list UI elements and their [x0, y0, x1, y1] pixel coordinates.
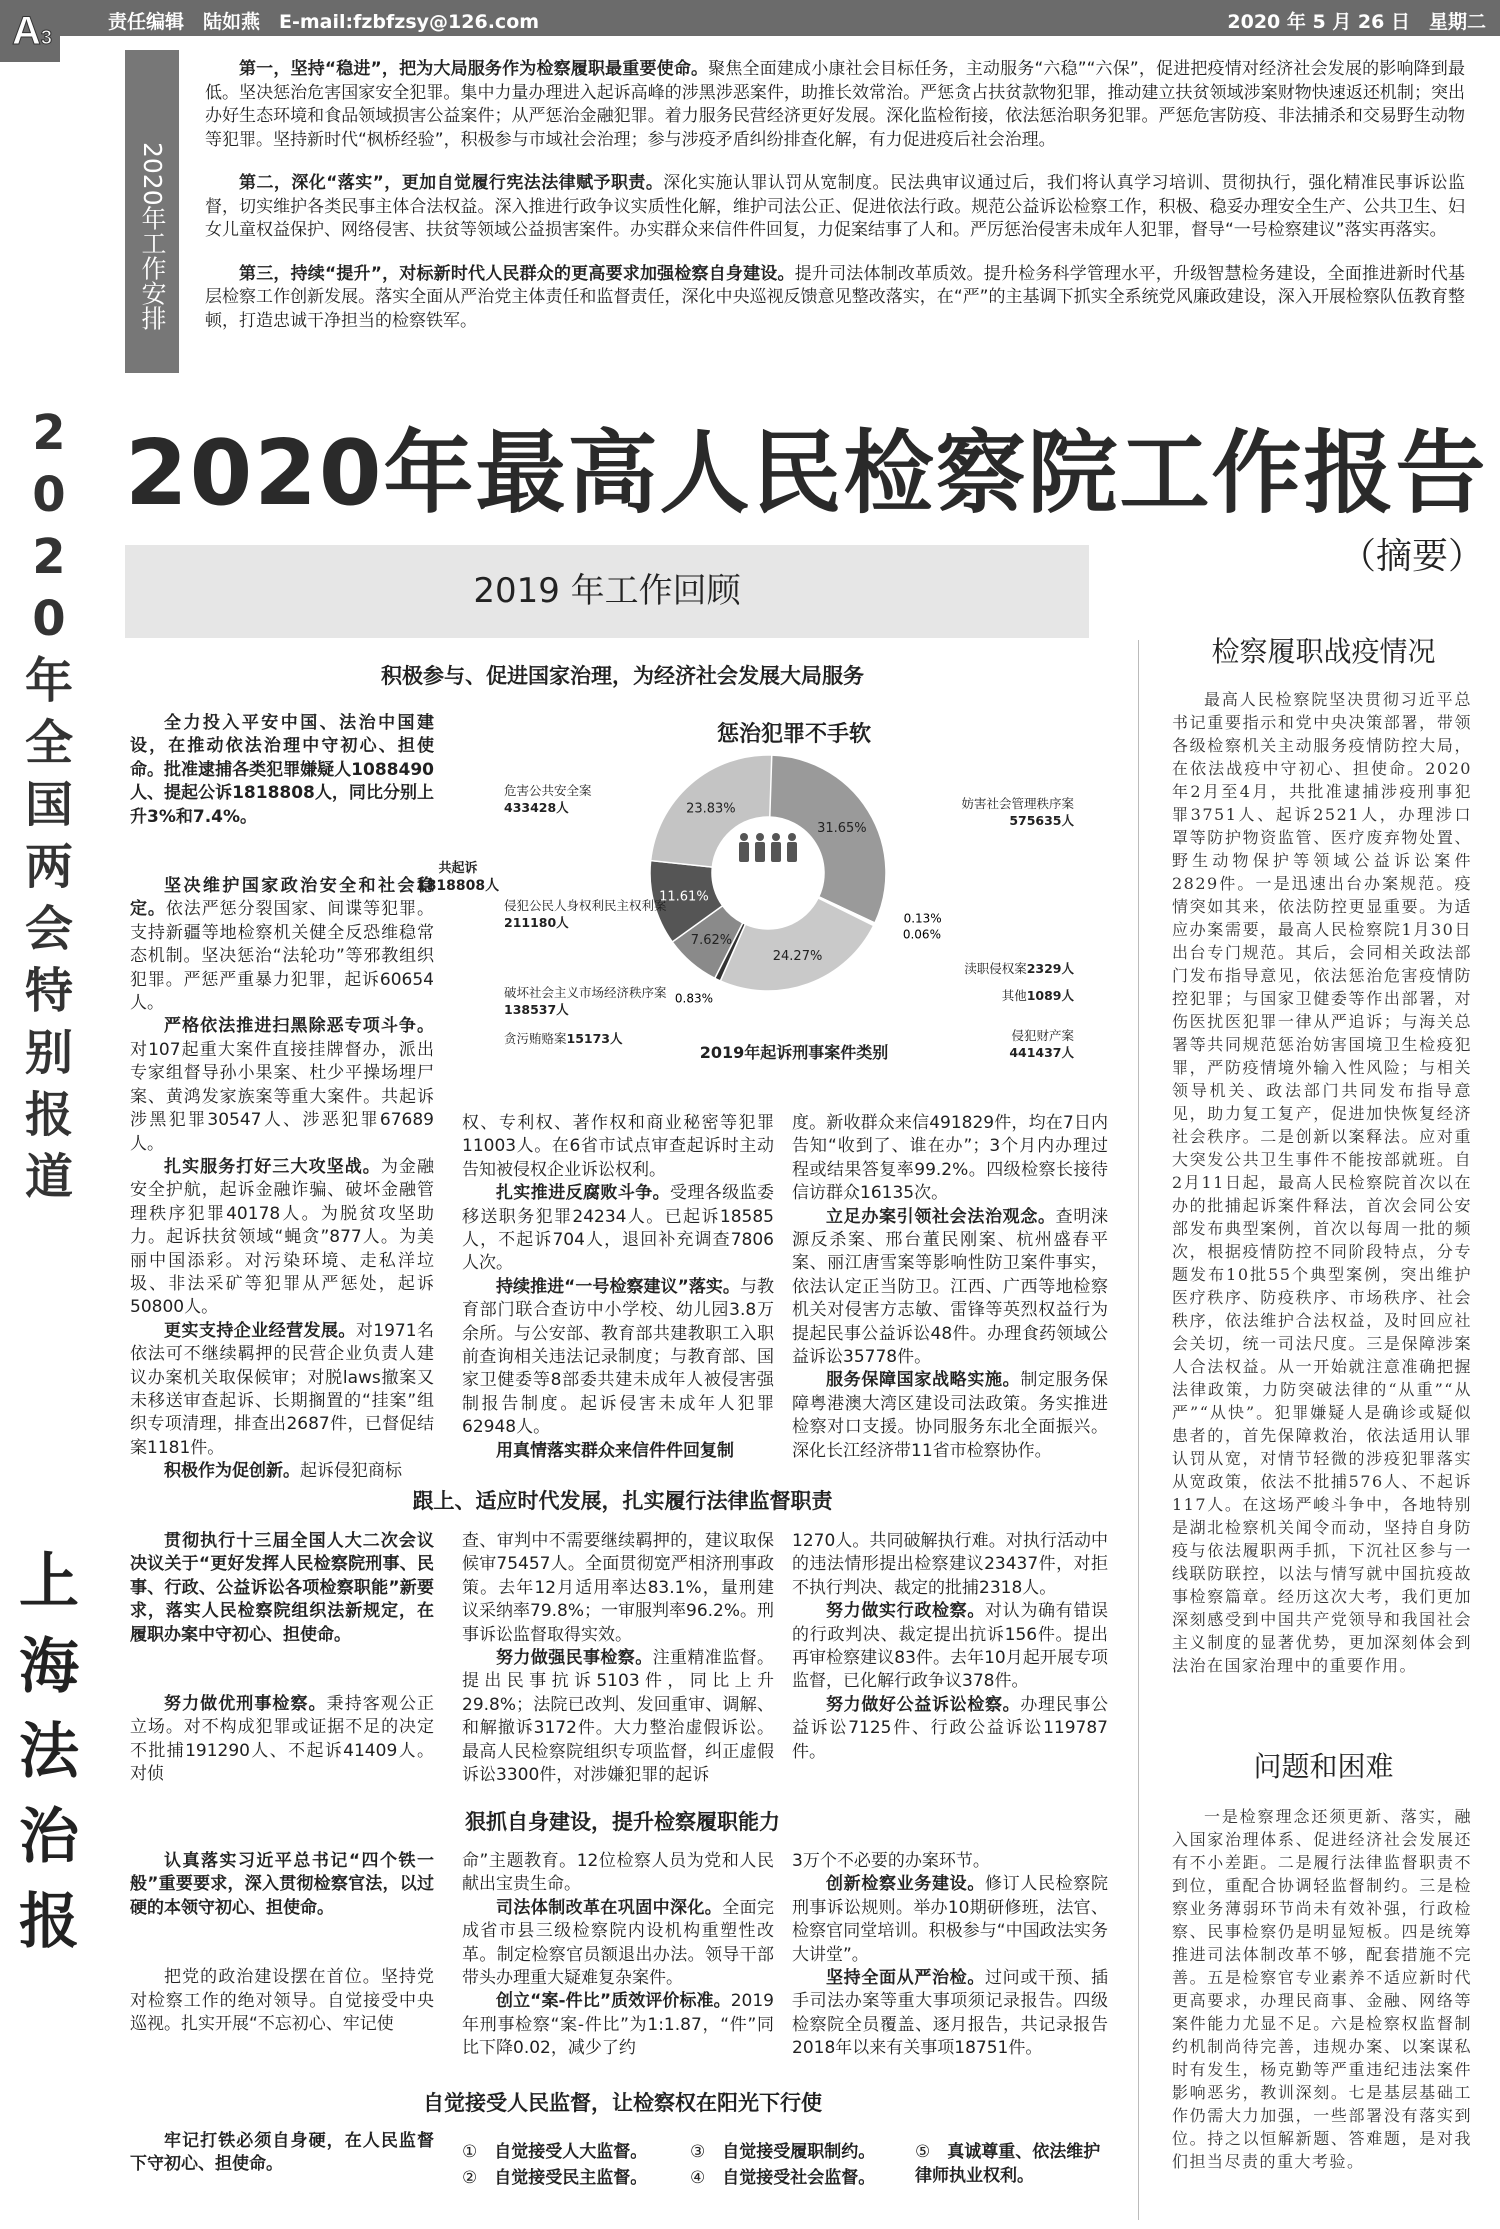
paragraph-lead: 认真落实习近平总书记“四个铁一般”重要要求，深入贯彻检察官法，以过硬的本领守初心、担使命。 — [130, 1851, 434, 1918]
strip-char: 国 — [24, 777, 73, 833]
pie-slice — [769, 755, 886, 923]
slice-percent: 11.61% — [659, 889, 709, 905]
paragraph-text: 查明涞源反杀案、邢台董民刚案、杭州盛春平案、丽江唐雪案等影响性防卫案件事实，依法认定正当防卫。江西、广西等地检察机关对侵害方志敏、雷锋等英烈权益行为提起民事公益诉讼48件。办理食药领域公益诉讼35778件。 — [792, 1206, 1109, 1368]
paragraph — [130, 1460, 434, 1483]
section-heading: 跟上、适应时代发展，扎实履行法律监督职责 — [412, 1489, 833, 1513]
paragraph — [130, 1966, 434, 2036]
strip-char: 特 — [24, 963, 73, 1019]
problems-heading: 问题和困难 — [1253, 1750, 1394, 1783]
slice-label — [504, 897, 667, 931]
covid-heading: 检察履职战疫情况 — [1211, 635, 1436, 668]
paragraph — [130, 1320, 434, 1460]
plan-text: 深化实施认罪认罚从宽制度。民法典审议通过后，我们将认真学习培训、贯彻执行，强化精准民事诉讼监督，切实维护各类民事主体合法权益。深入推进行政争议实质性化解，维护司法公正、促进依法行政。规范公益诉讼检察工作，积极、稳妥办理安全生产、公共卫生、妇女儿童权益保护、网络侵害、扶贫等领域公益损害案件。办实群众来信件件回复，力促案结事了人和。严厉惩治侵害未成年人犯罪，督导“一号检察建议”落实再落实。 — [205, 173, 1465, 240]
paragraph-lead: 创立“案-件比”质效评价标准。 — [496, 1991, 731, 2012]
paragraph-text: 依法严惩分裂国家、间谍等犯罪。支持新疆等地检察机关健全反恐维稳常态机制。坚决惩治“法轮功”等邪教组织犯罪。严惩严重暴力犯罪，起诉60654人。 — [130, 899, 434, 1014]
item-num: ② — [462, 2168, 478, 2188]
review-banner: 2019 年工作回顾 — [125, 545, 1089, 638]
slice-label — [1002, 987, 1074, 1004]
slice-label — [1009, 1027, 1074, 1061]
center-value: 1818808人 — [416, 878, 500, 894]
problems-text — [1172, 1805, 1472, 2173]
slice-count: 441437人 — [1009, 1045, 1074, 1060]
editor-info: 责任编辑 陆如燕 E-mail:fzbfzsy@126.com — [108, 11, 540, 33]
s3-col3 — [792, 1850, 1108, 2061]
paragraph — [462, 1112, 774, 1182]
paragraph-lead: 坚决维护国家政治安全和社会稳定。 — [130, 876, 434, 920]
paragraph — [792, 1694, 1108, 1764]
paragraph-lead: 更实支持企业经营发展。 — [164, 1320, 356, 1341]
center-label: 共起诉 — [438, 861, 478, 876]
chart-caption: 2019年起诉刑事案件类别 — [699, 1043, 889, 1062]
slice-percent: 7.62% — [690, 933, 733, 949]
strip-char: 0 — [32, 467, 66, 523]
item-num: ④ — [690, 2168, 706, 2188]
plan-text: 聚焦全面建成小康社会目标任务，主动服务“六稳”“六保”，促进把疫情对经济社会发展的影响降到最低。坚决惩治危害国家安全犯罪。集中力量办理进入起诉高峰的涉黑涉恶案件，助推长效常治。严惩贪占扶贫款物犯罪，推动建立扶贫领域涉案财物快速返还机制；突出办好生态环境和食品领域损害公益案件；从严惩治金融犯罪。着力服务民营经济更好发展。深化监检衔接，依法惩治职务犯罪。严惩危害防疫、非法捕杀和交易野生动物等犯罪。坚持新时代“枫桥经验”，积极参与市域社会治理；参与涉疫矛盾纠纷排查化解，有力促进疫后社会治理。 — [205, 59, 1465, 150]
paragraph-text: 办理民事公益诉讼7125件、行政公益诉讼119787件。 — [792, 1694, 1109, 1762]
paragraph-lead: 司法体制改革在巩固中深化。 — [496, 1897, 723, 1918]
slice-percent: 0.13% — [903, 911, 942, 926]
strip-char: 0 — [32, 591, 66, 647]
slice-percent: 23.83% — [686, 801, 736, 817]
paragraph-lead: 扎实服务打好三大攻坚战。 — [164, 1156, 381, 1177]
issue-date: 2020 年 5 月 26 日 星期二 — [1227, 11, 1486, 33]
paragraph-text: 2019年刑事检察“案-件比”为1:1.87，“件”同比下降0.02，减少了约 — [462, 1991, 774, 2059]
item-num: ③ — [690, 2142, 706, 2162]
paragraph-text: 查、审判中不需要继续羁押的，建议取保候审75457人。全面贯彻宽严相济刑事政策。去年12月适用率达83.1%，量刑建议采纳率79.8%；一审服判率96.2%。刑事诉讼监督取得实效。 — [462, 1531, 775, 1645]
s4-item — [462, 2140, 647, 2164]
s1-col1 — [130, 712, 434, 1484]
slice-count: 575635人 — [1009, 813, 1074, 828]
s2-col1 — [130, 1530, 434, 1787]
work-plan-label: 2020年工作安排 — [125, 50, 179, 373]
slice-name: 渎职侵权案 — [964, 961, 1027, 976]
paragraph-text: 1270人。共同破解执行难。对执行活动中的违法情形提出检察建议23437件，对拒不执行判决、裁定的批捕2318人。 — [792, 1531, 1108, 1598]
paragraph-text: 受理各级监委移送职务犯罪24234人。已起诉18585人，不起诉704人，退回补充调查7806人次。 — [462, 1183, 774, 1274]
paragraph-lead: 贯彻执行十三届全国人大二次会议决议关于“更好发挥人民检察院刑事、民事、行政、公益诉讼各项检察职能”新要求，落实人民检察院组织法新规定，在履职办案中守初心、担使命。 — [130, 1531, 434, 1645]
section-heading: 积极参与、促进国家治理，为经济社会发展大局服务 — [381, 664, 864, 688]
item-num: ① — [462, 2142, 478, 2162]
s4-item — [690, 2166, 875, 2190]
paragraph-lead: 持续推进“一号检察建议”落实。 — [496, 1276, 740, 1297]
paragraph — [792, 1873, 1108, 1967]
slice-percent: 31.65% — [817, 821, 867, 837]
s1-col3 — [792, 1112, 1108, 1463]
problems-para: 一是检察理念还须更新、落实，融入国家治理体系、促进经济社会发展还有不小差距。二是履行法律监督职责不到位，重配合协调轻监督制约。三是检察业务薄弱环节尚未有效补强，行政检察、民事检察仍是明显短板。四是统筹推进司法体制改革不够，配套措施不完善。五是检察官专业素养不适应新时代更高要求，办理民商事、金融、网络等案件能力尤显不足。六是检察权监督制约机制尚待完善，违规办案、以案谋私时有发生，杨克勤等严重违纪违法案件影响恶劣，教训深刻。七是基层基础工作仍需大力加强，一些部署没有落实到位。持之以恒解新题、答难题，是对我们担当尽责的重大考验。 — [1172, 1807, 1472, 2171]
slice-name: 妨害社会管理秩序案 — [961, 796, 1074, 811]
paragraph — [462, 1530, 774, 1647]
newspaper-name-char: 海 — [19, 1632, 79, 1702]
section-heading: 自觉接受人民监督，让检察权在阳光下行使 — [423, 2091, 822, 2115]
paragraph — [130, 875, 434, 1015]
paragraph-text: 修订人民检察院刑事诉讼规则。举办10期研修班，法官、检察官同堂培训。积极参与“中国政法实务大讲堂”。 — [792, 1874, 1108, 1965]
paragraph-text: 命”主题教育。12位检察人员为党和人民献出宝贵生命。 — [462, 1851, 774, 1895]
paragraph-lead: 积极作为促创新。 — [164, 1461, 300, 1482]
s4-item — [462, 2166, 647, 2190]
s3-col2 — [462, 1850, 774, 2061]
paragraph — [130, 1530, 434, 1647]
paragraph-text: 制定服务保障粤港澳大湾区建设司法政策。务实推进检察对口支援。协同服务东北全面振兴。深化长江经济带11省市检察协作。 — [792, 1370, 1109, 1461]
person-icon — [787, 833, 797, 862]
page-number-badge — [0, 0, 60, 62]
paragraph-lead: 严格依法推进扫黑除恶专项斗争。 — [164, 1016, 434, 1037]
work-plan-text — [205, 58, 1465, 353]
s3-col1 — [130, 1850, 434, 2036]
chart-title: 惩治犯罪不手软 — [716, 722, 871, 747]
paragraph — [792, 1206, 1108, 1370]
paragraph-text: 与教育部门联合查访中小学校、幼儿园3.8万余所。与公安部、教育部共建教职工入职前查询相关违法记录制度；与教育部、国家卫健委等8部委共建未成年人被侵害强制报告制度。起诉侵害未成年人犯罪62948人。 — [462, 1276, 774, 1438]
covid-text — [1172, 688, 1472, 1677]
item-text: 自觉接受履职制约。 — [722, 2142, 876, 2162]
paragraph-lead: 坚持全面从严治检。 — [826, 1968, 985, 1989]
plan-lead: 第三，持续“提升”，对标新时代人民群众的更高要求加强检察自身建设。 — [239, 263, 795, 284]
newspaper-name-char: 治 — [19, 1802, 79, 1872]
paragraph-text: 3万个不必要的办案环节。 — [792, 1851, 990, 1871]
strip-char: 道 — [24, 1149, 73, 1205]
paragraph — [792, 1850, 1108, 1873]
paragraph — [462, 1990, 774, 2060]
item-text: 自觉接受人大监督。 — [494, 2142, 648, 2162]
item-num: ⑤ — [915, 2142, 931, 2162]
paragraph-text: 起诉侵犯商标 — [300, 1461, 402, 1482]
paragraph-text: 全面完成省市县三级检察院内设机构重塑性改革。制定检察官员额退出办法。领导干部带头办理重大疑难复杂案件。 — [462, 1897, 775, 1989]
paragraph-text: 过问或干预、插手司法办案等重大事项须记录报告。四级检察院全员覆盖、逐月报告，共记录报告2018年以来有关事项18751件。 — [792, 1968, 1108, 2059]
paragraph-text: 权、专利权、著作权和商业秘密等犯罪11003人。在6省市试点审查起诉时主动告知被侵权企业诉讼权利。 — [462, 1113, 774, 1180]
plan-para — [205, 263, 1465, 334]
paragraph — [130, 1850, 434, 1920]
slice-count: 211180人 — [504, 915, 569, 930]
paragraph — [462, 1897, 774, 1991]
crime-pie-chart — [416, 705, 1104, 1085]
paragraph-text: 度。新收群众来信491829件，均在7日内告知“收到了、谁在办”；3个月内办理过程或结果答复率99.2%。四级检察长接待信访群众16135次。 — [792, 1113, 1108, 1204]
s2-col3 — [792, 1530, 1108, 1764]
slice-count: 433428人 — [504, 800, 569, 815]
paragraph — [792, 1530, 1108, 1600]
paragraph-lead: 创新检察业务建设。 — [826, 1874, 985, 1895]
s4-intro — [130, 2130, 434, 2177]
person-icon — [771, 833, 781, 862]
paragraph — [462, 1276, 774, 1440]
strip-char: 别 — [24, 1025, 73, 1081]
slice-label — [964, 960, 1074, 977]
slice-count: 15173人 — [566, 1031, 623, 1046]
strip-char: 2 — [32, 405, 66, 461]
slice-percent: 24.27% — [772, 948, 823, 964]
paragraph — [130, 1015, 434, 1155]
paragraph-text: 秉持客观公正立场。对不构成犯罪或证据不足的决定不批捕191290人、不起诉41409人。对侦 — [130, 1694, 435, 1785]
slice-name: 其他 — [1001, 988, 1027, 1003]
slice-name: 侵犯公民人身权利民主权利案 — [504, 898, 667, 913]
paragraph-lead: 全力投入平安中国、法治中国建设，在推动依法治理中守初心、担使命。批准逮捕各类犯罪嫌疑人1088490人、提起公诉1818808人，同比分别上升3%和7.4%。 — [130, 713, 434, 827]
s4-intro-text: 牢记打铁必须自身硬，在人民监督下守初心、担使命。 — [130, 2131, 434, 2175]
paragraph-text: 注重精准监督。提出民事抗诉5103件，同比上升29.8%；法院已改判、发回重审、调解、和解撤诉3172件。大力整治虚假诉讼。最高人民检察院组织专项监督，纠正虚假诉讼3300件，对涉嫌犯罪的起诉 — [462, 1648, 775, 1786]
item-text: 自觉接受民主监督。 — [494, 2168, 648, 2188]
newspaper-name-char: 法 — [19, 1717, 79, 1787]
column-divider — [1138, 640, 1139, 2220]
paragraph — [462, 1850, 774, 1897]
slice-label — [504, 782, 592, 816]
paragraph-text: 对107起重大案件直接挂牌督办，派出专家组督导孙小果案、杜少平操场埋尸案、黄鸿发家族案等重大案件。共起诉涉黑犯罪30547人、涉恶犯罪67689人。 — [130, 1039, 434, 1154]
s2-col2 — [462, 1530, 774, 1787]
paragraph-text: 为金融安全护航，起诉金融诈骗、破坏金融管理秩序犯罪40178人。为脱贫攻坚助力。起诉扶贫领域“蝇贪”877人。为美丽中国添彩。对污染环境、走私洋垃圾、非法采矿等犯罪从严惩处，起诉50800人。 — [130, 1156, 435, 1318]
paragraph-lead: 用真情落实群众来信件件回复制 — [496, 1440, 734, 1461]
paragraph — [792, 1112, 1108, 1206]
paragraph-text: 对1971名依法可不继续羁押的民营企业负责人建议办案机关取保候审；对脱laws撤案又未移送审查起诉、长期搁置的“挂案”组织专项清理，排查出2687件，已督促结案1181件。 — [130, 1320, 435, 1458]
plan-lead: 第二，深化“落实”，更加自觉履行宪法法律赋予职责。 — [239, 173, 664, 193]
slice-name: 破坏社会主义市场经济秩序案 — [504, 985, 667, 1000]
slice-label — [504, 1030, 623, 1047]
slice-percent: 0.06% — [902, 927, 941, 942]
plan-lead: 第一，坚持“稳进”，把为大局服务作为检察履职最重要使命。 — [239, 59, 709, 79]
strip-char: 会 — [24, 901, 73, 957]
slice-count: 2329人 — [1026, 961, 1074, 976]
slice-percent: 0.83% — [674, 991, 714, 1006]
paragraph-lead: 努力做好公益诉讼检察。 — [826, 1694, 1021, 1715]
slice-label — [961, 795, 1074, 829]
paragraph — [792, 1369, 1108, 1463]
paragraph — [462, 1647, 774, 1787]
strip-char: 年 — [24, 653, 73, 709]
page-digit: 3 — [40, 27, 53, 49]
paragraph-lead: 努力做优刑事检察。 — [164, 1694, 327, 1715]
paragraph — [130, 1156, 434, 1320]
slice-label — [504, 984, 667, 1018]
paragraph-text: 对认为确有错误的行政判决、裁定提出抗诉156件。提出再审检察建议83件。去年10月起开展专项监督，已化解行政争议378件。 — [792, 1601, 1108, 1692]
item-text: 自觉接受社会监督。 — [722, 2168, 876, 2188]
paragraph — [130, 712, 434, 829]
paragraph — [792, 1600, 1108, 1694]
paragraph-lead: 扎实推进反腐败斗争。 — [496, 1183, 670, 1204]
s4-item — [915, 2140, 1115, 2188]
paragraph-lead: 努力做强民事检察。 — [496, 1648, 653, 1669]
page-letter: A — [12, 9, 41, 53]
paragraph-text: 把党的政治建设摆在首位。坚持党对检察工作的绝对领导。自觉接受中央巡视。扎实开展“不忘初心、牢记使 — [130, 1967, 434, 2035]
paragraph-lead: 立足办案引领社会法治观念。 — [826, 1206, 1056, 1227]
strip-char: 报 — [24, 1087, 73, 1143]
strip-char: 全 — [24, 715, 73, 771]
main-headline: 2020年最高人民检察院工作报告 — [125, 421, 1488, 526]
abstract-tag: （摘要） — [1340, 536, 1485, 577]
paragraph — [792, 1967, 1108, 2061]
side-strip — [0, 62, 100, 2229]
slice-count: 138537人 — [504, 1002, 569, 1017]
slice-name: 侵犯财产案 — [1011, 1028, 1074, 1043]
slice-name: 贪污贿赂案 — [504, 1031, 567, 1046]
strip-char: 两 — [24, 839, 73, 895]
newspaper-name-char: 报 — [19, 1887, 79, 1957]
plan-text: 提升司法体制改革质效。提升检务科学管理水平，升级智慧检务建设，全面推进新时代基层检察工作创新发展。落实全面从严治党主体责任和监督责任，深化中央巡视反馈意见整改落实，在“严”的主基调下抓实全系统党风廉政建设，深入开展检察队伍教育整顿，打造忠诚干净担当的检察铁军。 — [205, 263, 1465, 331]
work-plan-box — [125, 50, 1480, 373]
slice-count: 1089人 — [1026, 988, 1074, 1003]
paragraph — [130, 1693, 434, 1787]
paragraph-lead: 服务保障国家战略实施。 — [826, 1370, 1021, 1391]
paragraph-lead: 努力做实行政检察。 — [826, 1601, 985, 1622]
plan-para — [205, 58, 1465, 152]
strip-char: 2 — [32, 529, 66, 585]
section-heading: 狠抓自身建设，提升检察履职能力 — [465, 1810, 780, 1834]
plan-para — [205, 172, 1465, 243]
slice-name: 危害公共安全案 — [504, 783, 592, 798]
s4-item — [690, 2140, 875, 2164]
page-header — [0, 0, 1500, 36]
paragraph — [462, 1182, 774, 1276]
s1-col2 — [462, 1112, 774, 1463]
item-text: 真诚尊重、依法维护律师执业权利。 — [915, 2142, 1101, 2186]
newspaper-name-char: 上 — [19, 1547, 79, 1617]
paragraph — [462, 1440, 774, 1463]
covid-para: 最高人民检察院坚决贯彻习近平总书记重要指示和党中央决策部署，带领各级检察机关主动服务疫情防控大局，在依法战疫中守初心、担使命。2020年2月至4月，共批准逮捕涉疫刑事犯罪3751人、起诉2521人，办理涉口罩等防护物资监管、医疗废弃物处置、野生动物保护等领域公益诉讼案件2829件。一是迅速出台办案规范。疫情突如其来，依法防控更显重要。为适应办案需要，最高人民检察院1月30日出台专门规范。其后，会同相关政法部门发布指导意见，依法惩治危害疫情防控犯罪；与国家卫健委等作出部署，对伤医扰医犯罪一律从严追诉；与海关总署等共同规范惩治妨害国境卫生检疫犯罪，严防疫情境外输入性风险；与相关领导机关、政法部门共同发布指导意见，助力复工复产，促进加快恢复经济社会秩序。二是创新以案释法。应对重大突发公共卫生事件不能按部就班。自2月11日起，最高人民检察院首次以在办的批捕起诉案件释法，首次会同公安部发布典型案例，首次以每周一批的频次，根据疫情防控不同阶段特点，分专题发布10批55个典型案例，突出维护医疗秩序、防疫秩序、市场秩序、社会秩序，依法维护合法权益，及时回应社会关切，统一司法尺度。三是保障涉案人合法权益。从一开始就注意准确把握法律政策，力防突破法律的“从重”“从严”“从快”。犯罪嫌疑人是确诊或疑似患者的，首先保障救治，依法适用认罪认罚从宽，对情节轻微的涉疫犯罪落实从宽政策，依法不批捕576人、不起诉117人。在这场严峻斗争中，各地特别是湖北检察机关闻令而动，坚持自身防疫与依法履职两手抓，下沉社区参与一线联防联控，以法与情写就中国抗疫故事检察篇章。经历这次大考，我们更加深刻感受到中国共产党领导和我国社会主义制度的显著优势，更加深刻体会到法治在国家治理中的重要作用。 — [1172, 690, 1472, 1675]
